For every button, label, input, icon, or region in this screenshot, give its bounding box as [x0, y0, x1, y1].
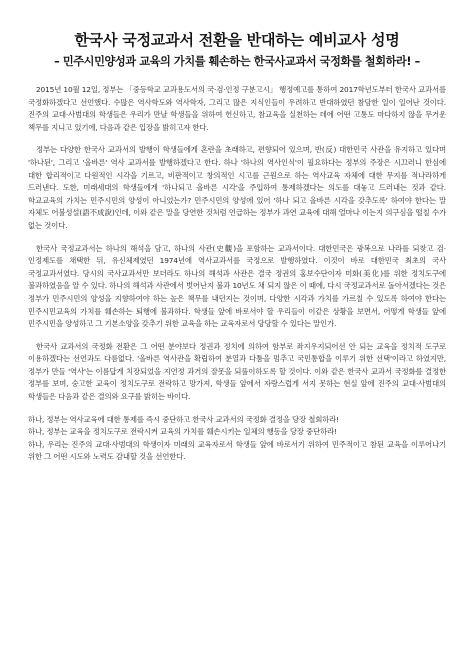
document-body: [28, 84, 446, 464]
resolution-item-1: 하나, 정부는 역사교육에 대한 통제를 즉시 중단하고 한국사 교과서의 국정화 결정을 당장 철회하라!: [28, 414, 339, 424]
document-title: 한국사 국정교과서 전환을 반대하는 예비교사 성명: [74, 31, 400, 49]
document-subtitle: – 민주시민양성과 교육의 가치를 훼손하는 한국사교과서 국정화를 철회하라! –: [54, 55, 420, 68]
resolution-item-2: 하나, 정부는 교육을 정치도구로 전락시켜 교육의 가치를 훼손시키는 일체의 행동을 당장 중단하라!: [28, 427, 337, 437]
paragraph-government-claim: 정부는 다양한 한국사 교과서의 발행이 학생들에게 혼란을 초래하고, 편향되어 있으며, 반(反) 대한민국 사관을 유지하고 있다며 '하나된', 그리고 '올바른' 역사 교과서를 발행하겠다고 한다. 하나 '하나의 역사인식'이 필요하다는 정부의 주장은 시끄러니 한심에 대한 합리적이고 다원적인 시각을 기르고, 비판적이고 창의적인 시고를 근원으로 하는 역사교육 자체에 대한 무지를 적나라하게 드러낸다. 도한, 미래세대의 학생들에게 '하나되고 올바른 시각'을 주입하여 통제하겠다는 의도를 대놓고 드러내는 것과 같다. 학교교육의 가치는 민주시민의 양성이 아니었는가? 민주시민의 양성에 있어 '하나 되고 올바른 시각을 갖추도록' 하여야 한다는 말 자체도 어불성설(語不成說)인데, 이와 같은 말을 당연한 것처럼 언급하는 정부가 과연 교육에 대해 얼마나 이는지 의구심을 떨칠 수가 없는 것이다.: [28, 145, 446, 230]
paragraph-intro: 2015년 10월 12일, 정부는 「중등학교 교과용도서의 국·검·인정 구분고시」 행정예고를 통하여 2017학년도부터 한국사 교과서를 국정화하겠다고 선언했다. 수많은 역사학도와 역사학자, 그리고 많은 지식인들이 우려하고 반대하였던 참담한 일이 일어난 것이다. 진주의 교대·사범대의 학생들은 우리가 만날 학생들을 위하여 헌신하고, 참교육을 실천하는 데에 어떤 고통도 마다하지 않을 무거운 책무를 지니고 있기에, 다음과 같은 입장을 밝히고자 한다.: [28, 85, 446, 132]
paragraph-political-tool: 한국사 교과서의 국정화 전환은 그 어떤 분야보다 정권과 정치에 의하여 함부로 좌지우지되어선 안 되는 교육을 정치적 도구로 이용하겠다는 선언과도 다름없다. '올바른 역사관을 확립하여 분열과 다툼을 멈추고 국민통합을 이루기 위한 선택'이라고 하였지만, 정부가 만들 '역사'는 이름답게 치장되었을 지언정 과거의 잘못을 되풀이하도록 할 것이다. 이와 같은 한국사 교과서 국정화를 결정한 정부를 보며, 숭고한 교육이 정치도구로 전락하고 망가져, 학생들 앞에서 자랑스럽게 서지 못하는 현실 앞에 진주의 교대·사범대의 학생들은 다음과 같은 결의와 요구를 밝히는 바이다.: [28, 341, 446, 402]
resolution-list: [28, 414, 446, 464]
resolution-item-3: 하나, 우리는 진주의 교대·사범대의 학생이자 미래의 교육자로서 학생들 앞에 바로서기 위하여 민주적이고 참된 교육을 이루어나기 위한 그 어떤 시도와 노력도 감내할 것을 선언한다.: [28, 439, 446, 462]
paragraph-textbook-history: 한국사 국정교과서는 하나의 해석을 담고, 하나의 사관(史觀)을 포함하는 교과서이다. 대한민국은 광복으로 나라를 되찾고 검·인정제도를 채택한 뒤, 유신체제였던 1974년에 역사교과서를 국정으로 발행하였다. 이것이 바로 대한민국 최초의 국사 국정교과서였다. 당시의 국사교과서만 보더라도 하나의 해석과 사관은 결국 정권의 홍보수단이자 미화(美化)를 위한 정치도구에 불과하였음을 알 수 있다. 하나의 해석과 사관에서 벗어난지 불과 10년도 채 되지 않은 이 때에, 다시 국정교과서로 돌아서겠다는 것은 정부가 민주시민의 양성을 지향하여야 하는 높은 책무를 내던지는 것이며, 다양한 시각과 가치를 가르칠 수 있도록 하여야 한다는 민주시민교육의 가치를 훼손하는 퇴행에 불과하다. 학생들 앞에 바로서야 할 우리들이 이같은 상황을 보면서, 어떻게 학생들 앞에 민주시민을 양성하고 그 기본소양을 갖추기 위한 교육을 하는 교육자로서 당당할 수 있다는 말인가.: [28, 243, 446, 329]
